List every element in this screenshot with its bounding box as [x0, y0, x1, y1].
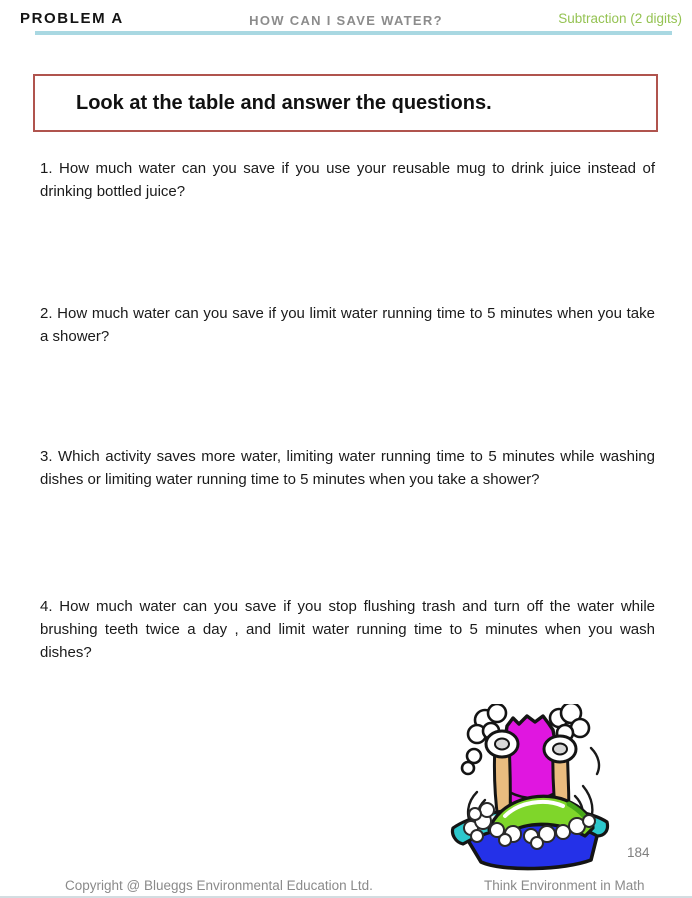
- washing-dishes-illustration: [446, 704, 614, 872]
- question-1: 1. How much water can you save if you use your reusable mug to drink juice instead of drinking bottled juice?: [40, 160, 655, 200]
- footer-series-title: Think Environment in Math: [484, 878, 645, 893]
- washing-dishes-image: [446, 704, 614, 872]
- instruction-box: [33, 74, 658, 132]
- problem-label: PROBLEM A: [20, 10, 124, 27]
- instruction-text: Look at the table and answer the questions.: [76, 91, 492, 114]
- question-3: 3. Which activity saves more water, limiting water running time to 5 minutes while washing dishes or limiting water running time to 5 minutes when you take a shower?: [40, 448, 655, 488]
- header-divider: [35, 31, 672, 35]
- page-title: HOW CAN I SAVE WATER?: [249, 13, 443, 28]
- page-number: 184: [627, 845, 650, 860]
- footer-copyright: Copyright @ Blueggs Environmental Education Ltd.: [65, 878, 373, 893]
- question-2: 2. How much water can you save if you limit water running time to 5 minutes when you take a shower?: [40, 305, 655, 345]
- topic-tag: Subtraction (2 digits): [558, 11, 682, 26]
- question-4: 4. How much water can you save if you stop flushing trash and turn off the water while brushing teeth twice a day , and limit water running time to 5 minutes when you wash dishes?: [40, 598, 655, 661]
